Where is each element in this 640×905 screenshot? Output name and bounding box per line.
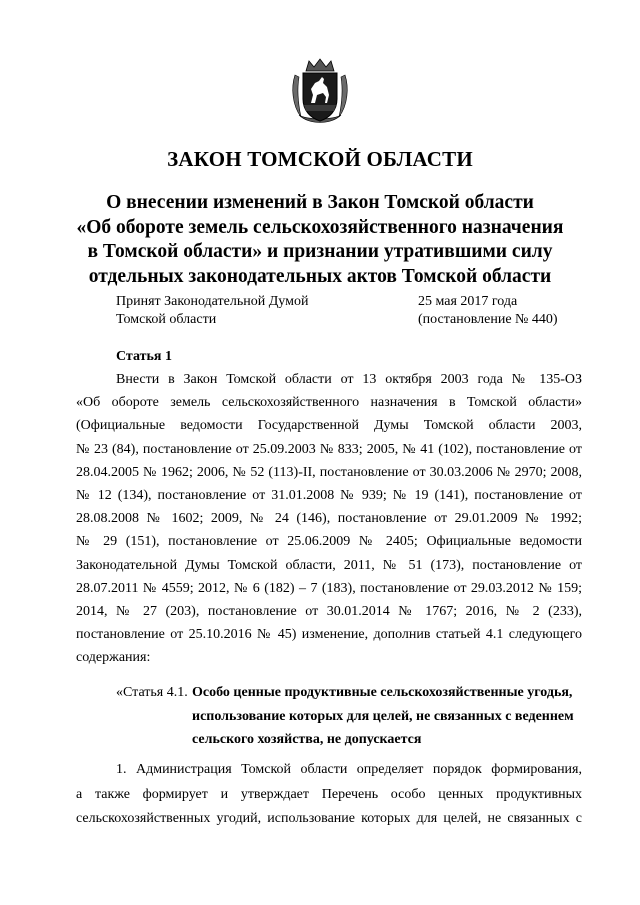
quoted-title-line: Особо ценные продуктивные сельскохозяйственные угодья,: [192, 685, 573, 700]
subtitle-line: отдельных законодательных актов Томской области: [88, 265, 552, 287]
point-1-text: [76, 758, 582, 832]
adopted-by: [116, 293, 308, 329]
text-line: 28.07.2011 № 4559; 2012, № 6 (182) – 7 (183), постановление от 29.03.2012 № 159;: [76, 580, 582, 596]
quoted-article-title: [192, 681, 582, 752]
subtitle-line: «Об обороте земель сельскохозяйственного назначения: [76, 216, 564, 238]
quoted-title-line: сельского хозяйства, не допускается: [192, 732, 422, 747]
quoted-title-line: использование которых для целей, не связанных с веденнем: [192, 708, 574, 724]
law-subtitle: [40, 191, 600, 289]
article-heading: Статья 1: [116, 349, 172, 364]
law-title: ЗАКОН ТОМСКОЙ ОБЛАСТИ: [167, 147, 473, 171]
text-line: сельскохозяйственных угодий, использование которых для целей, не связанных с: [76, 811, 582, 826]
text-line: постановление от 25.10.2016 № 45) изменение, дополнив статьей 4.1 следующего: [76, 627, 582, 643]
text-line: Законодательной Думы Томской области, 2011, № 51 (173), постановление от: [76, 557, 582, 573]
adoption-date-line: 25 мая 2017 года: [418, 294, 518, 309]
text-line: № 12 (134), постановление от 31.01.2008 № 939; № 19 (141), постановление от: [76, 488, 582, 504]
text-line: 2014, № 27 (203), постановление от 30.01.2014 № 1767; 2016, № 2 (233),: [76, 604, 582, 620]
adopted-by-line: Томской области: [116, 312, 217, 327]
text-line: 28.04.2005 № 1962; 2006, № 52 (113)-II, постановление от 30.03.2006 № 2970; 2008,: [76, 464, 582, 480]
text-line: содержания:: [76, 650, 151, 666]
text-line: а также формирует и утверждает Перечень особо ценных продуктивных: [76, 786, 582, 802]
text-line: 28.08.2008 № 1602; 2009, № 24 (146), постановление от 29.01.2009 № 1992;: [76, 511, 582, 527]
adoption-resolution-line: (постановление № 440): [418, 312, 558, 327]
subtitle-line: О внесении изменений в Закон Томской области: [106, 192, 534, 213]
quoted-article-label: «Статья 4.1.: [116, 685, 188, 700]
adoption-date: [418, 293, 558, 329]
text-line: «Об обороте земель сельскохозяйственного назначения в Томской области»: [76, 395, 582, 411]
article-1-text: [76, 368, 582, 670]
text-line: (Официальные ведомости Государственной Думы Томской области 2003,: [76, 418, 582, 434]
text-line: Внести в Закон Томской области от 13 октября 2003 года № 135-ОЗ: [116, 372, 582, 387]
text-line: № 29 (151), постановление от 25.06.2009 № 2405; Официальные ведомости: [76, 534, 582, 550]
text-line: № 23 (84), постановление от 25.09.2003 № 833; 2005, № 41 (102), постановление от: [76, 441, 582, 457]
adopted-by-line: Принят Законодательной Думой: [116, 294, 309, 309]
tomsk-coat-of-arms-icon: [289, 57, 351, 129]
subtitle-line: в Томской области» и признании утратившими силу: [87, 241, 553, 262]
text-line: 1. Администрация Томской области определяет порядок формирования,: [116, 762, 582, 777]
